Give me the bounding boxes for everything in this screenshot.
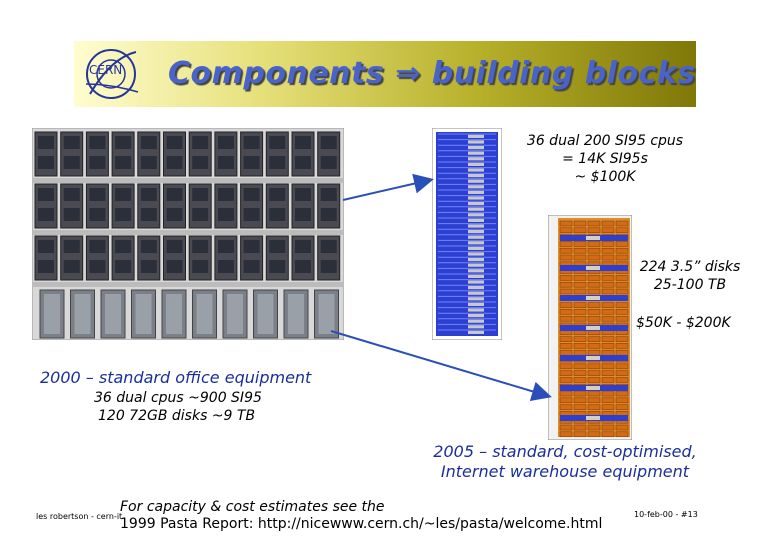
disk-rack-line2: 25-100 TB bbox=[653, 277, 727, 293]
footer-note-line1: For capacity & cost estimates see the bbox=[120, 499, 385, 515]
footer-date-slide: 10-feb-00 - #13 bbox=[634, 510, 698, 519]
warehouse-2005-text bbox=[405, 442, 725, 482]
blade-rack-line2: = 14K SI95s bbox=[562, 151, 648, 167]
office-2000-line1: 36 dual cpus ~900 SI95 bbox=[94, 390, 262, 406]
footer-note-line2: 1999 Pasta Report: http://nicewww.cern.ch/~les/pasta/welcome.html bbox=[120, 516, 603, 532]
cern-logo-text: CERN bbox=[89, 63, 123, 77]
disk-rack-specs bbox=[630, 258, 750, 294]
warehouse-2005-line2: Internet warehouse equipment bbox=[440, 462, 690, 481]
arrow-to-blade-rack bbox=[343, 180, 430, 200]
blade-rack-line1: 36 dual 200 SI95 cpus bbox=[526, 133, 684, 149]
blade-rack-line3: ~ $100K bbox=[574, 169, 636, 185]
blade-rack-specs bbox=[508, 132, 702, 186]
warehouse-2005-line1: 2005 – standard, cost-optimised, bbox=[433, 442, 697, 461]
footer-author: les robertson - cern-it bbox=[36, 512, 123, 521]
office-2000-line2: 120 72GB disks ~9 TB bbox=[98, 408, 256, 424]
disk-rack-line1: 224 3.5” disks bbox=[639, 259, 741, 275]
arrow-to-disk-rack bbox=[331, 331, 548, 396]
office-2000-heading: 2000 – standard office equipment bbox=[40, 368, 312, 387]
slide-title: Components ⇒ building blocks bbox=[168, 56, 696, 91]
disk-rack-cost: $50K - $200K bbox=[636, 315, 731, 331]
